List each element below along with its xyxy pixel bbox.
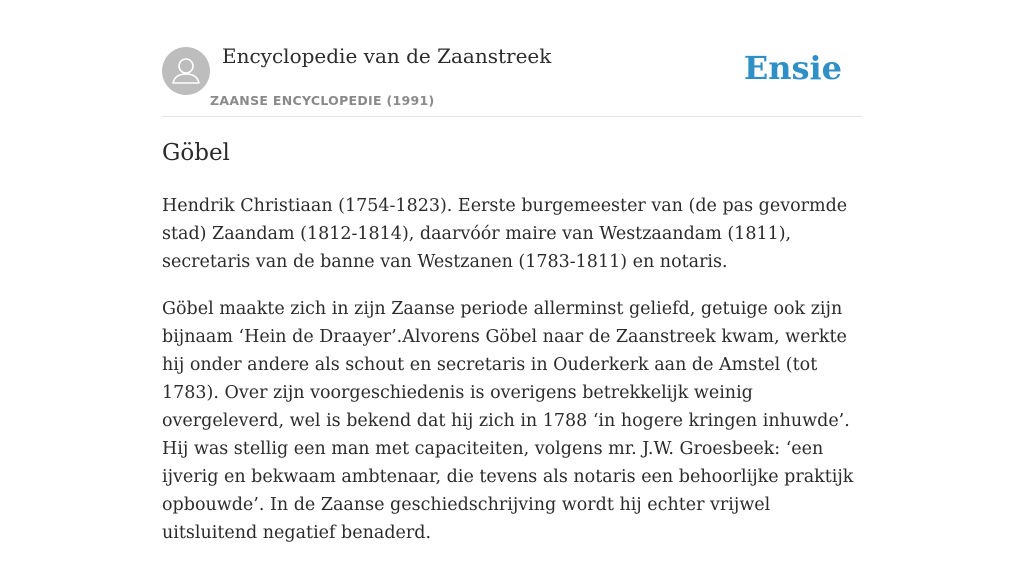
site-subtitle[interactable]: ZAANSE ENCYCLOPEDIE (1991) [210, 93, 435, 108]
article-title: Göbel [162, 140, 230, 166]
site-title[interactable]: Encyclopedie van de Zaanstreek [222, 44, 552, 68]
header [162, 0, 862, 117]
user-avatar-icon[interactable] [162, 47, 210, 95]
brand-logo[interactable]: Ensie [743, 49, 842, 87]
content-container [162, 0, 862, 543]
article-body [162, 192, 862, 566]
article-paragraph: Hendrik Christiaan (1754-1823). Eerste burgemeester van (de pas gevormde stad) Zaandam (1812-1814), daarvóór maire van Westzaandam (1811), secretaris van de banne van Westzanen (1783-1811) en notaris. [162, 196, 848, 272]
article-paragraph: Göbel maakte zich in zijn Zaanse periode allerminst geliefd, getuige ook zijn bijnaam ‘Hein de Draayer’.Alvorens Göbel naar de Zaanstreek kwam, werkte hij onder andere als schout en secretaris in Ouderkerk aan de Amstel (tot 1783). Over zijn voorgeschiedenis is overigens betrekkelijk weinig overgeleverd, wel is bekend dat hij zich in 1788 ‘in hogere kringen inhuwde’. Hij was stellig een man met capaciteiten, volgens mr. J.W. Groesbeek: ‘een ijverig en bekwaam ambtenaar, die tevens als notaris een behoorlijke praktijk opbouwde’. In de Zaanse geschiedschrijving wordt hij echter vrijwel uitsluitend negatief benaderd. [162, 299, 854, 543]
